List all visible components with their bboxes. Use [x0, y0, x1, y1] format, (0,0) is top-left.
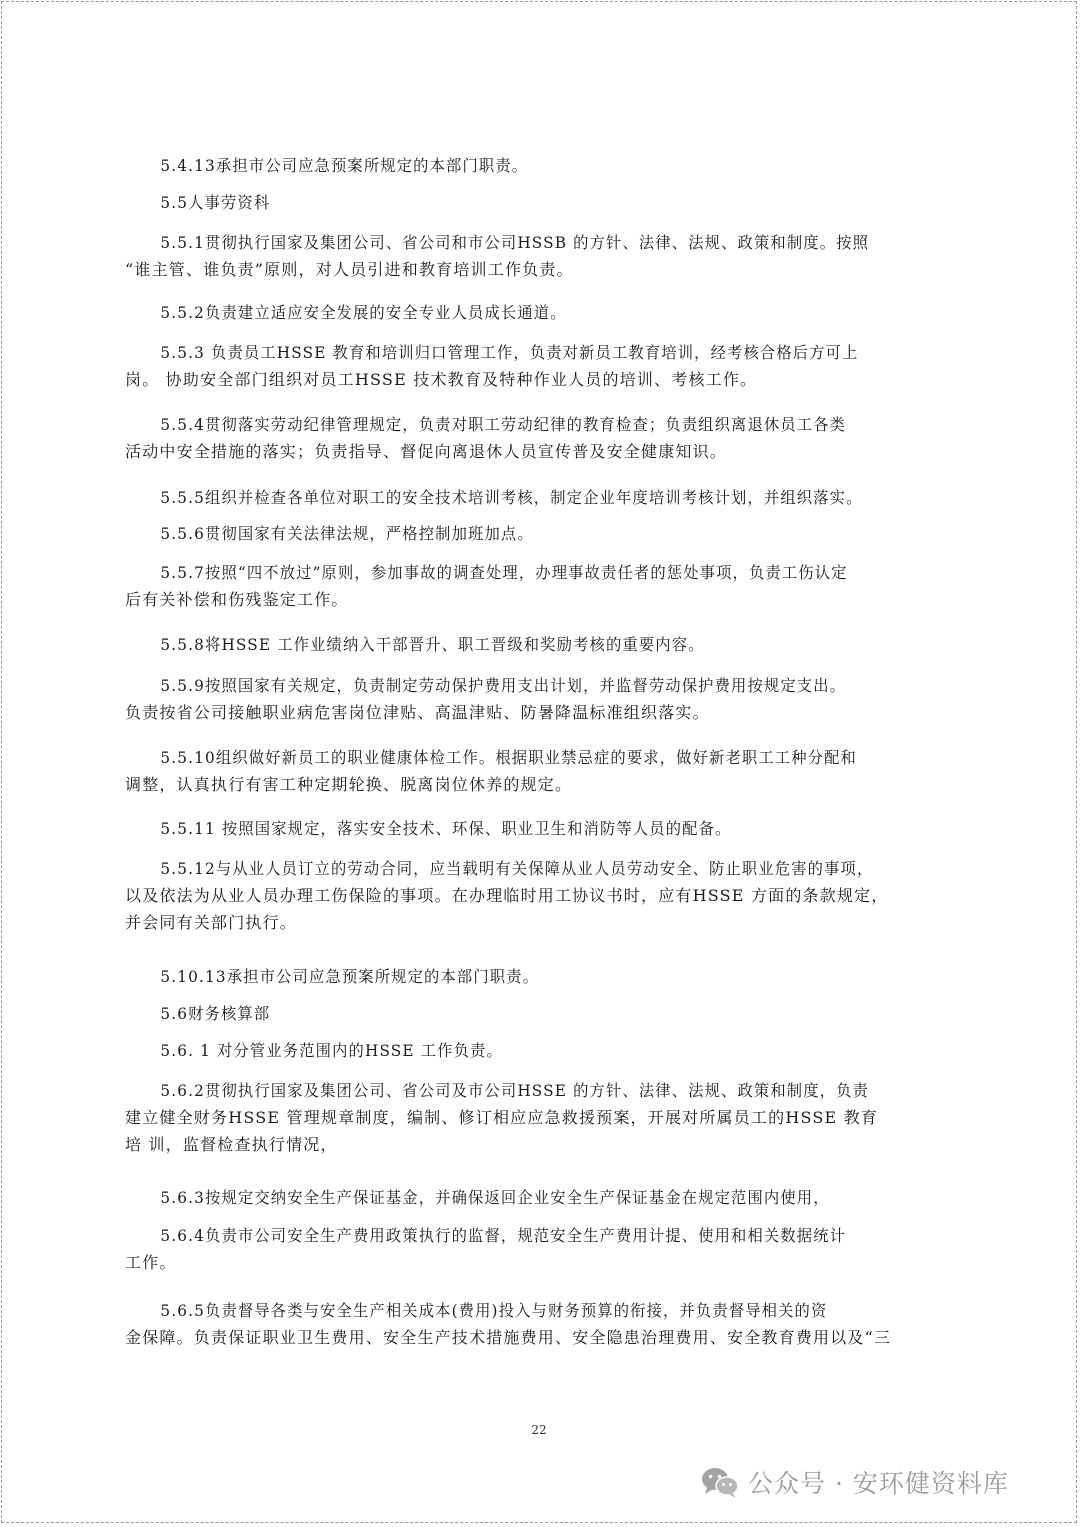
watermark — [700, 1464, 1009, 1500]
paragraph-5-6-2 — [125, 1077, 960, 1158]
text-line: 5.6. 1 对分管业务范围内的HSSE 工作负责。 — [160, 1041, 503, 1060]
text-line: 5.5.6贯彻国家有关法律法规，严格控制加班加点。 — [160, 524, 534, 543]
paragraph-5-5-2 — [125, 299, 960, 326]
paragraph-5-5-6 — [125, 520, 960, 547]
paragraph-5-5-7 — [125, 559, 960, 613]
text-line: 5.5.3 负责员工HSSE 教育和培训归口管理工作，负责对新员工教育培训，经考核合格后方可上 — [160, 343, 859, 362]
text-line: 岗。 协助安全部门组织对员工HSSE 技术教育及特种作业人员的培训、考核工作。 — [125, 370, 758, 389]
text-line: 5.6.5负责督导各类与安全生产相关成本(费用)投入与财务预算的衔接，并负责督导相关的资 — [160, 1301, 828, 1320]
paragraph-5-6-3 — [125, 1184, 960, 1211]
text-line: 5.4.13承担市公司应急预案所规定的本部门职责。 — [160, 156, 529, 175]
text-line: 5.10.13承担市公司应急预案所规定的本部门职责。 — [160, 967, 540, 986]
watermark-text: 公众号 · 安环健资料库 — [748, 1469, 1009, 1498]
text-line: 5.5.7按照“四不放过”原则，参加事故的调查处理，办理事故责任者的惩处事项，负责工伤认定 — [160, 563, 848, 582]
document-page — [1, 1, 1077, 1523]
text-line: “谁主管、谁负责”原则，对人员引进和教育培训工作负责。 — [125, 260, 574, 279]
wechat-icon — [700, 1466, 740, 1498]
text-line: 5.6.3按规定交纳安全生产保证基金，并确保返回企业安全生产保证基金在规定范围内使用， — [160, 1188, 830, 1207]
paragraph-5-5-4 — [125, 411, 960, 465]
text-line: 5.5.9按照国家有关规定，负责制定劳动保护费用支出计划，并监督劳动保护费用按规定支出。 — [160, 676, 847, 695]
text-line: 工作。 — [125, 1253, 177, 1272]
text-line: 5.6.2贯彻执行国家及集团公司、省公司及市公司HSSE 的方针、法律、法规、政策和制度，负责 — [160, 1081, 869, 1100]
text-line: 负责按省公司接触职业病危害岗位津贴、高温津贴、防暑降温标准组织落实。 — [125, 703, 710, 722]
page-number: 22 — [531, 1423, 547, 1437]
text-line: 培 训，监督检查执行情况， — [125, 1135, 338, 1154]
paragraph-5-6-1 — [125, 1037, 960, 1064]
paragraph-5-6 — [125, 1000, 960, 1027]
paragraph-5-5-8 — [125, 631, 960, 658]
paragraph-5-5-3 — [125, 339, 960, 393]
paragraph-5-5 — [125, 189, 960, 216]
text-line: 5.5人事劳资科 — [160, 193, 271, 212]
text-line: 5.5.2负责建立适应安全发展的安全专业人员成长通道。 — [160, 303, 567, 322]
paragraph-5-5-5 — [125, 484, 960, 511]
text-line: 5.5.8将HSSE 工作业绩纳入干部晋升、职工晋级和奖励考核的重要内容。 — [160, 635, 705, 654]
text-line: 5.5.4贯彻落实劳动纪律管理规定，负责对职工劳动纪律的教育检查；负责组织离退休员工各类 — [160, 415, 847, 434]
text-line: 5.5.1贯彻执行国家及集团公司、省公司和市公司HSSB 的方针、法律、法规、政策和制度。按照 — [160, 233, 870, 252]
paragraph-5-10-13 — [125, 963, 960, 990]
paragraph-5-4-13 — [125, 152, 960, 179]
paragraph-5-5-9 — [125, 672, 960, 726]
text-line: 金保障。负责保证职业卫生费用、安全生产技术措施费用、安全隐患治理费用、安全教育费用以及“三 — [125, 1328, 892, 1347]
text-line: 以及依法为从业人员办理工伤保险的事项。在办理临时用工协议书时，应有HSSE 方面的条款规定， — [125, 886, 889, 905]
text-line: 调整，认真执行有害工种定期轮换、脱离岗位休养的规定。 — [125, 775, 573, 794]
text-line: 5.6财务核算部 — [160, 1004, 271, 1023]
text-line: 活动中安全措施的落实；负责指导、督促向离退休人员宣传普及安全健康知识。 — [125, 442, 728, 461]
text-line: 5.5.5组织并检查各单位对职工的安全技术培训考核，制定企业年度培训考核计划，并组织落实。 — [160, 488, 863, 507]
text-line: 5.5.11 按照国家规定，落实安全技术、环保、职业卫生和消防等人员的配备。 — [160, 819, 732, 838]
text-line: 后有关补偿和伤残鉴定工作。 — [125, 590, 349, 609]
text-line: 并会同有关部门执行。 — [125, 913, 298, 932]
paragraph-5-6-5 — [125, 1297, 960, 1351]
paragraph-5-5-11 — [125, 815, 960, 842]
paragraph-5-6-4 — [125, 1222, 960, 1276]
text-line: 5.5.12与从业人员订立的劳动合同，应当载明有关保障从业人员劳动安全、防止职业危害的事项， — [160, 859, 874, 878]
paragraph-5-5-1 — [125, 229, 960, 283]
text-line: 建立健全财务HSSE 管理规章制度，编制、修订相应应急救援预案，开展对所属员工的HSSE 教育 — [125, 1108, 879, 1127]
text-line: 5.5.10组织做好新员工的职业健康体检工作。根据职业禁忌症的要求，做好新老职工工种分配和 — [160, 748, 857, 767]
text-line: 5.6.4负责市公司安全生产费用政策执行的监督，规范安全生产费用计提、使用和相关数据统计 — [160, 1226, 847, 1245]
paragraph-5-5-10 — [125, 744, 960, 798]
paragraph-5-5-12 — [125, 855, 960, 936]
